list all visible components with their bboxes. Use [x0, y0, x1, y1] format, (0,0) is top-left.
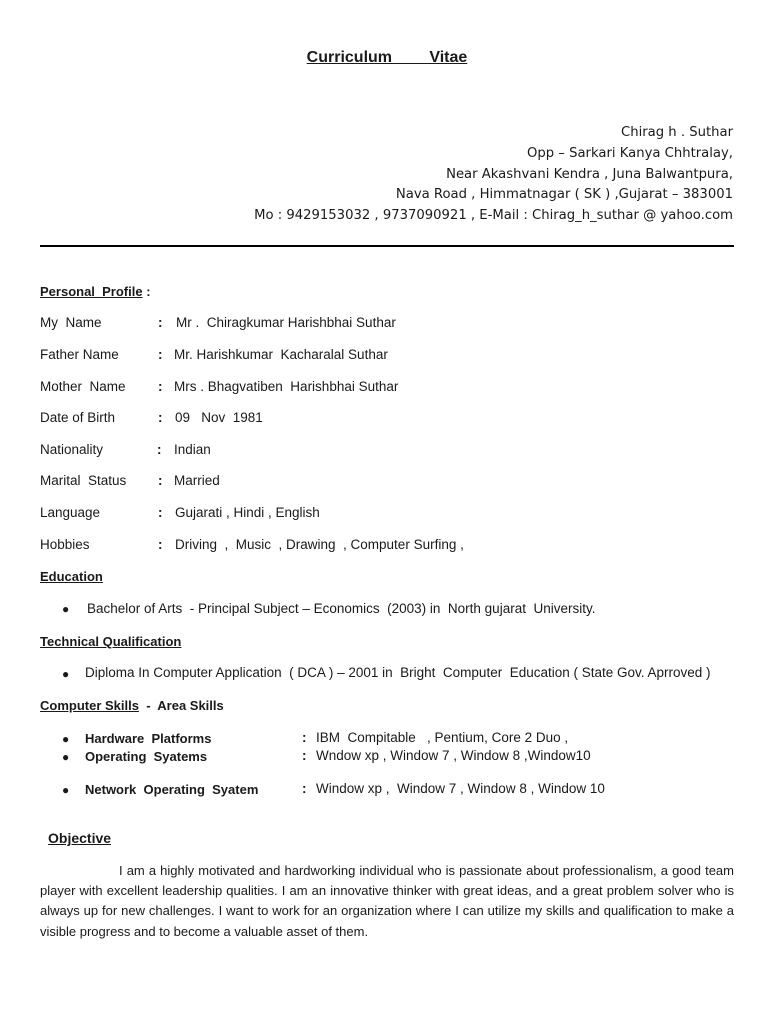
profile-label-hobbies: Hobbies: [40, 537, 90, 552]
profile-value-name: Mr . Chiragkumar Harishbhai Suthar: [176, 315, 396, 330]
contact-header: [254, 123, 733, 227]
profile-colon-father: :: [158, 347, 163, 362]
profile-value-nationality: Indian: [174, 442, 211, 457]
document-title: Curriculum Vitae: [306, 49, 468, 66]
skill-colon-os: :: [302, 748, 307, 763]
objective-paragraph: I am a highly motivated and hardworking individual who is passionate about professionalism, a good team player with excellent leadership qualities. I am an innovative thinker with great ideas, and a great problem solver who is always up for new challenges. I want to work for an organization where I can utilize my skills and qualification to make a visible progress and to become a valuable asset of them.: [40, 863, 734, 939]
profile-colon-hobbies: :: [158, 537, 163, 552]
profile-value-father: Mr. Harishkumar Kacharalal Suthar: [174, 347, 388, 362]
bullet-icon: ●: [62, 667, 70, 681]
computer-skills-heading: [40, 698, 224, 713]
profile-label-language: Language: [40, 505, 101, 520]
header-name: Chirag h . Suthar: [621, 125, 733, 140]
skill-label-hardware: Hardware Platforms: [85, 731, 212, 746]
header-address-line-2: Near Akashvani Kendra , Juna Balwantpura,: [446, 166, 733, 182]
profile-label-marital: Marital Status: [40, 473, 127, 488]
profile-colon-marital: :: [158, 473, 163, 488]
skill-colon-hardware: :: [302, 730, 307, 745]
profile-colon-dob: :: [158, 410, 163, 425]
profile-label-nationality: Nationality: [40, 442, 104, 457]
profile-colon-mother: :: [158, 379, 163, 394]
skill-value-hardware: IBM Compitable , Pentium, Core 2 Duo ,: [316, 730, 569, 745]
skill-value-os: Wndow xp , Window 7 , Window 8 ,Window10: [316, 748, 591, 763]
profile-label-dob: Date of Birth: [40, 410, 116, 425]
skill-colon-network: :: [302, 781, 307, 796]
header-address-line-1: Opp – Sarkari Kanya Chhtralay,: [526, 145, 733, 161]
profile-label-father: Father Name: [40, 347, 119, 362]
profile-label-name: My Name: [40, 315, 102, 330]
header-address-line-3: Nava Road , Himmatnagar ( SK ) ,Gujarat – 383001: [395, 187, 733, 203]
skill-label-os: Operating Syatems: [85, 749, 208, 764]
personal-profile-heading-colon: :: [142, 284, 151, 299]
profile-value-hobbies: Driving , Music , Drawing , Computer Surfing ,: [175, 537, 464, 552]
education-item: Bachelor of Arts - Principal Subject – Economics (2003) in North gujarat University.: [87, 601, 596, 616]
technical-heading: Technical Qualification: [40, 634, 182, 649]
header-contact-line: Mo : 9429153032 , 9737090921 , E-Mail : Chirag_h_suthar @ yahoo.com: [254, 208, 733, 224]
bullet-icon: ●: [62, 732, 70, 746]
personal-profile-heading-text: Personal Profile: [40, 284, 143, 299]
bullet-icon: ●: [62, 783, 70, 797]
profile-value-language: Gujarati , Hindi , English: [175, 505, 320, 520]
profile-value-dob: 09 Nov 1981: [175, 410, 263, 425]
objective-heading: Objective: [48, 830, 112, 846]
technical-item: Diploma In Computer Application ( DCA ) – 2001 in Bright Computer Education ( State Gov. Aprroved ): [85, 665, 711, 680]
education-heading: Education: [40, 569, 103, 584]
skill-label-network: Network Operating Syatem: [85, 782, 259, 797]
profile-colon-language: :: [158, 505, 163, 520]
profile-value-marital: Married: [174, 473, 220, 488]
profile-label-mother: Mother Name: [40, 379, 126, 394]
bullet-icon: ●: [62, 750, 70, 764]
computer-skills-heading-text: Computer Skills: [40, 698, 139, 713]
header-divider: [40, 245, 734, 247]
bullet-icon: ●: [62, 602, 70, 616]
skill-value-network: Window xp , Window 7 , Window 8 , Window 10: [316, 781, 605, 796]
personal-profile-heading: [40, 284, 151, 299]
computer-skills-subheading: - Area Skills: [138, 698, 224, 713]
profile-value-mother: Mrs . Bhagvatiben Harishbhai Suthar: [174, 379, 399, 394]
profile-colon-nationality: :: [157, 442, 162, 457]
profile-colon-name: :: [158, 315, 163, 330]
